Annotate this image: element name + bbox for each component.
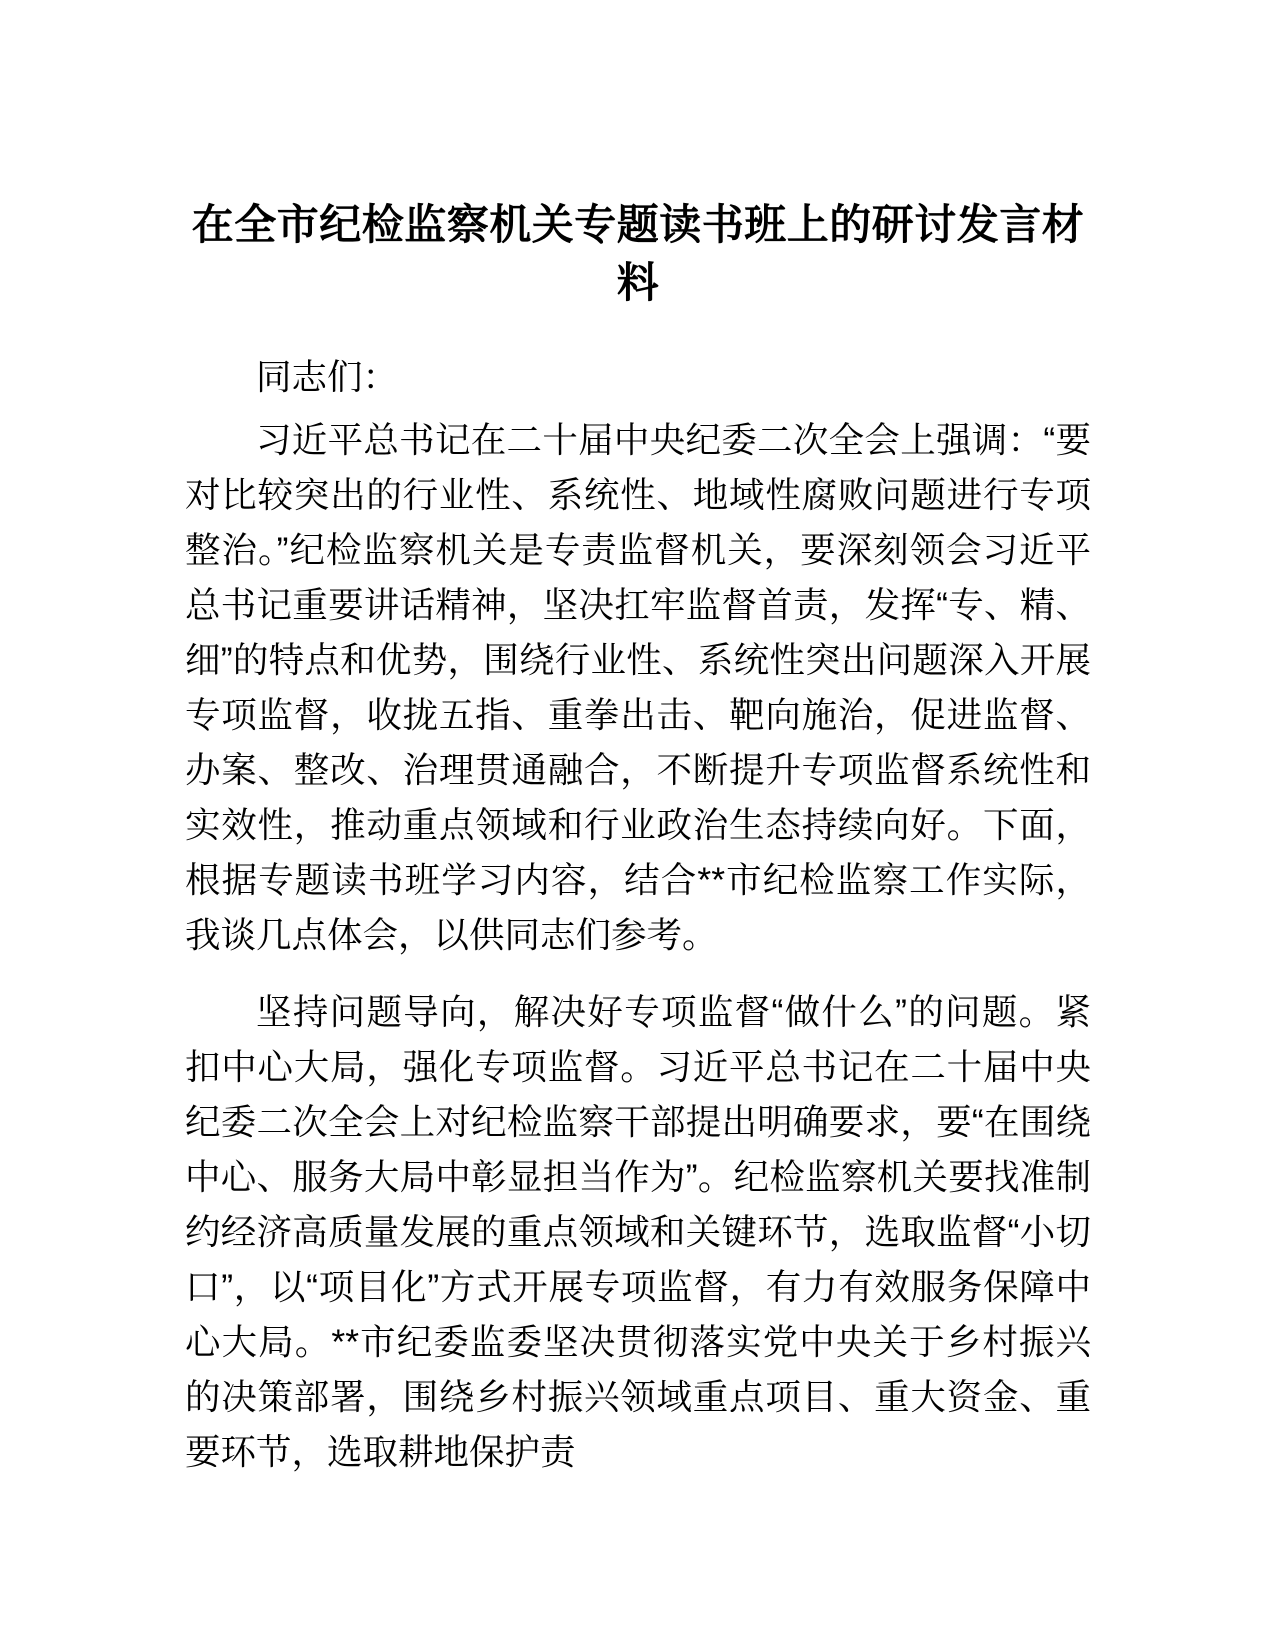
document-content — [185, 196, 1091, 1480]
body-paragraph-1: 习近平总书记在二十届中央纪委二次全会上强调：“要对比较突出的行业性、系统性、地域性腐败问题进行专项整治。”纪检监察机关是专责监督机关，要深刻领会习近平总书记重要讲话精神，坚决扛牢监督首责，发挥“专、精、细”的特点和优势，围绕行业性、系统性突出问题深入开展专项监督，收拢五指、重拳出击、靶向施治，促进监督、办案、整改、治理贯通融合，不断提升专项监督系统性和实效性，推动重点领域和行业政治生态持续向好。下面，根据专题读书班学习内容，结合**市纪检监察工作实际，我谈几点体会，以供同志们参考。 — [185, 420, 1091, 955]
body-paragraph-2: 坚持问题导向，解决好专项监督“做什么”的问题。紧扣中心大局，强化专项监督。习近平总书记在二十届中央纪委二次全会上对纪检监察干部提出明确要求，要“在围绕中心、服务大局中彰显担当作为”。纪检监察机关要找准制约经济高质量发展的重点领域和关键环节，选取监督“小切口”，以“项目化”方式开展专项监督，有力有效服务保障中心大局。**市纪委监委坚决贯彻落实党中央关于乡村振兴的决策部署，围绕乡村振兴领域重点项目、重大资金、重要环节，选取耕地保护责 — [185, 992, 1091, 1472]
page-title: 在全市纪检监察机关专题读书班上的研讨发言材料 — [191, 201, 1085, 306]
salutation-line: 同志们： — [256, 357, 399, 397]
